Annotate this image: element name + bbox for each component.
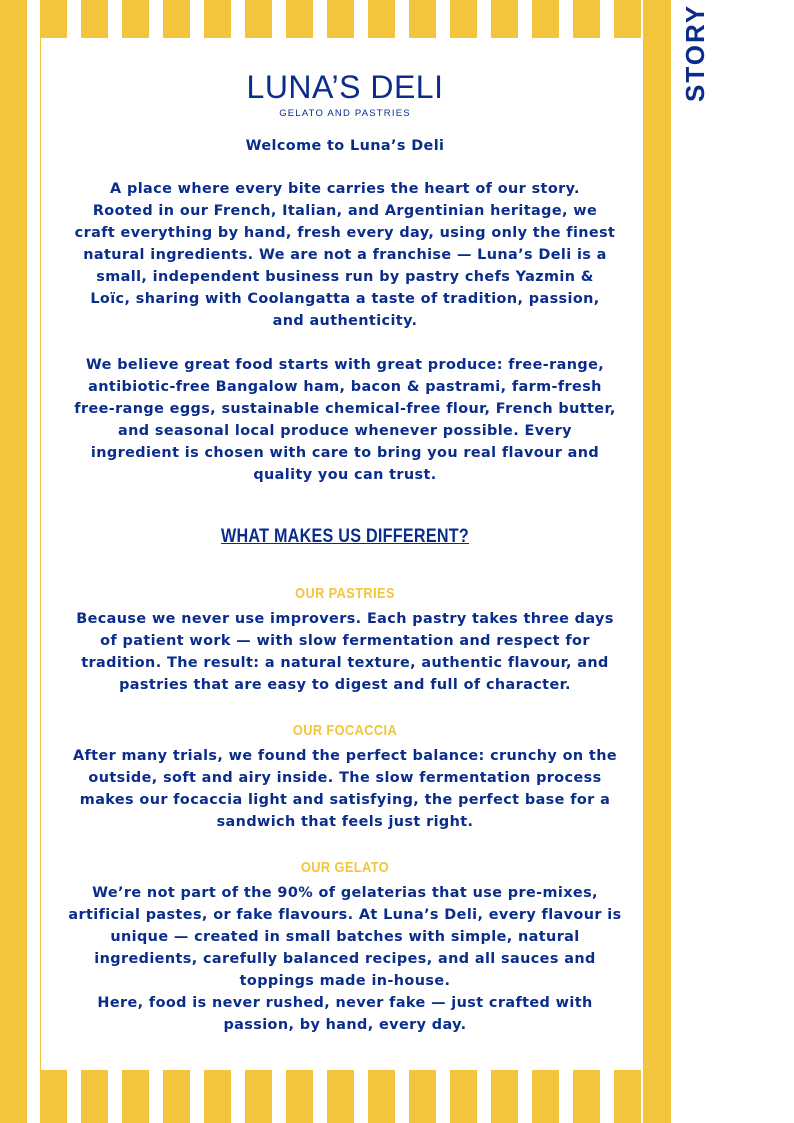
intro-paragraph-1 bbox=[60, 178, 630, 332]
text-line: A place where every bite carries the heart of our story. bbox=[110, 181, 580, 197]
gelato-section-title bbox=[60, 858, 630, 878]
text-line: outside, soft and airy inside. The slow fermentation process bbox=[88, 770, 602, 786]
welcome-heading bbox=[60, 135, 630, 157]
pastries-section-body bbox=[60, 608, 630, 696]
text-line: unique — created in small batches with simple, natural bbox=[110, 929, 580, 945]
text-line: quality you can trust. bbox=[253, 467, 437, 483]
section-heading: WHAT MAKES US DIFFERENT? bbox=[220, 526, 470, 547]
pastries-section-title bbox=[60, 584, 630, 604]
text-line: antibiotic-free Bangalow ham, bacon & pastrami, farm-fresh bbox=[88, 379, 602, 395]
text-line: makes our focaccia light and satisfying, the perfect base for a bbox=[79, 792, 611, 808]
text-line: of patient work — with slow fermentation and respect for bbox=[100, 633, 590, 649]
text-line: ingredient is chosen with care to bring you real flavour and bbox=[90, 445, 600, 461]
text-line: Here, food is never rushed, never fake — just crafted with bbox=[97, 995, 593, 1011]
text-line: passion, by hand, every day. bbox=[223, 1017, 467, 1033]
text-line: We believe great food starts with great produce: free-range, bbox=[85, 357, 605, 373]
text-line: natural ingredients. We are not a franchise — Luna’s Deli is a bbox=[83, 247, 607, 263]
frame-line bbox=[40, 38, 41, 1070]
bottom-stripe-band bbox=[40, 1070, 643, 1123]
focaccia-section-body bbox=[60, 745, 630, 833]
story-side-label: STORY bbox=[680, 3, 710, 102]
left-yellow-bar bbox=[0, 0, 27, 1123]
text-line: pastries that are easy to digest and full of character. bbox=[119, 677, 571, 693]
text-line: craft everything by hand, fresh every day, using only the finest bbox=[74, 225, 616, 241]
subhead-text: OUR FOCACCIA bbox=[292, 722, 398, 739]
text-line: toppings made in-house. bbox=[239, 973, 451, 989]
text-line: Loïc, sharing with Coolangatta a taste of tradition, passion, bbox=[90, 291, 600, 307]
text-line: and seasonal local produce whenever possible. Every bbox=[118, 423, 572, 439]
top-stripe-band bbox=[40, 0, 643, 38]
focaccia-section-title bbox=[60, 721, 630, 741]
text-line: sandwich that feels just right. bbox=[216, 814, 474, 830]
gelato-section-body bbox=[60, 882, 630, 1036]
text-line: ingredients, carefully balanced recipes, and all sauces and bbox=[94, 951, 596, 967]
intro-paragraph-2 bbox=[60, 354, 630, 486]
text-line: tradition. The result: a natural texture, authentic flavour, and bbox=[81, 655, 609, 671]
text-line: After many trials, we found the perfect balance: crunchy on the bbox=[72, 748, 618, 764]
text-line: We’re not part of the 90% of gelaterias that use pre-mixes, bbox=[92, 885, 598, 901]
right-yellow-bar bbox=[643, 0, 671, 1123]
welcome-text: Welcome to Luna’s Deli bbox=[245, 138, 445, 154]
text-line: Because we never use improvers. Each pastry takes three days bbox=[76, 611, 614, 627]
logo-tagline: GELATO AND PASTRIES bbox=[279, 108, 411, 119]
text-line: and authenticity. bbox=[272, 313, 418, 329]
subhead-text: OUR PASTRIES bbox=[295, 585, 395, 602]
subhead-text: OUR GELATO bbox=[300, 859, 390, 876]
text-line: small, independent business run by pastry chefs Yazmin & bbox=[96, 269, 594, 285]
text-line: Rooted in our French, Italian, and Argentinian heritage, we bbox=[92, 203, 598, 219]
text-line: free-range eggs, sustainable chemical-free flour, French butter, bbox=[74, 401, 616, 417]
text-line: artificial pastes, or fake flavours. At Luna’s Deli, every flavour is bbox=[68, 907, 622, 923]
logo-name: LUNA’S DELI bbox=[246, 69, 444, 105]
